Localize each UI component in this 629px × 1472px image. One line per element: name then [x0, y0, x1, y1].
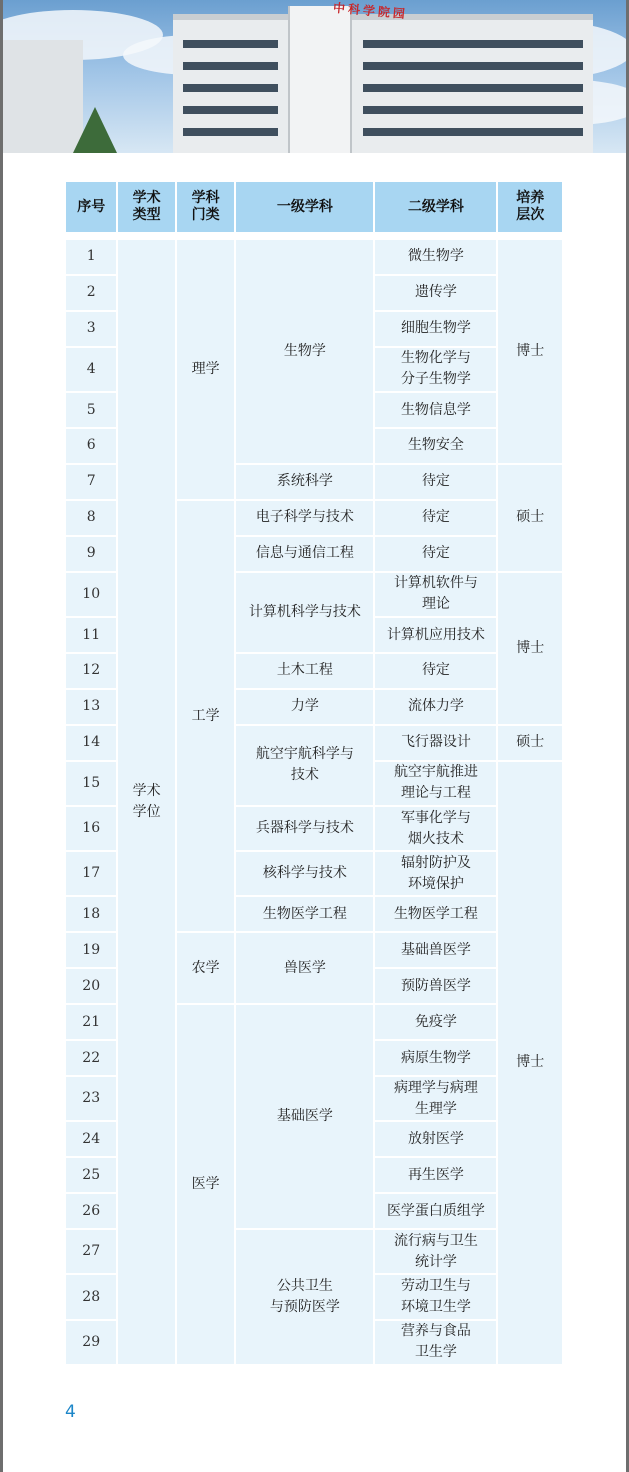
level1-cell: 核科学与技术: [236, 852, 373, 895]
level2-cell: 计算机应用技术: [375, 618, 496, 652]
level2-cell: 待定: [375, 537, 496, 571]
row-number: 15: [66, 762, 116, 805]
level2-cell: 计算机软件与 理论: [375, 573, 496, 616]
level2-cell: 预防兽医学: [375, 969, 496, 1003]
level-cell: 硕士: [498, 465, 562, 571]
level2-cell: 营养与食品 卫生学: [375, 1321, 496, 1364]
row-number: 10: [66, 573, 116, 616]
category-cell: 理学: [177, 240, 234, 499]
page-number: 4: [65, 1402, 76, 1422]
row-number: 26: [66, 1194, 116, 1228]
header-cell: 一级学科: [236, 182, 373, 232]
row-number: 11: [66, 618, 116, 652]
level1-cell: 信息与通信工程: [236, 537, 373, 571]
row-number: 20: [66, 969, 116, 1003]
level2-cell: 待定: [375, 501, 496, 535]
level1-cell: 系统科学: [236, 465, 373, 499]
row-number: 7: [66, 465, 116, 499]
row-number: 4: [66, 348, 116, 391]
table-row: [66, 240, 562, 274]
level2-cell: 医学蛋白质组学: [375, 1194, 496, 1228]
level2-cell: 生物安全: [375, 429, 496, 463]
level-cell: 博士: [498, 573, 562, 724]
row-number: 12: [66, 654, 116, 688]
campus-banner-image: [3, 0, 626, 153]
header-cell: 学术 类型: [118, 182, 174, 232]
category-cell: 农学: [177, 933, 234, 1003]
row-number: 13: [66, 690, 116, 724]
level1-cell: 土木工程: [236, 654, 373, 688]
row-number: 6: [66, 429, 116, 463]
level2-cell: 流体力学: [375, 690, 496, 724]
category-cell: 医学: [177, 1005, 234, 1364]
level2-cell: 劳动卫生与 环境卫生学: [375, 1275, 496, 1318]
row-number: 23: [66, 1077, 116, 1120]
header-cell: 学科 门类: [177, 182, 234, 232]
header-cell: 培养 层次: [498, 182, 562, 232]
row-number: 18: [66, 897, 116, 931]
level-cell: 博士: [498, 762, 562, 1364]
level-cell: 硕士: [498, 726, 562, 760]
degree-type-cell: 学术 学位: [118, 240, 174, 1364]
level2-cell: 辐射防护及 环境保护: [375, 852, 496, 895]
row-number: 22: [66, 1041, 116, 1075]
row-number: 21: [66, 1005, 116, 1039]
row-number: 5: [66, 393, 116, 427]
row-number: 19: [66, 933, 116, 967]
building-sign-text: 中科学院园: [332, 0, 409, 22]
level1-cell: 公共卫生 与预防医学: [236, 1230, 373, 1364]
level1-cell: 生物学: [236, 240, 373, 463]
level2-cell: 军事化学与 烟火技术: [375, 807, 496, 850]
level1-cell: 计算机科学与技术: [236, 573, 373, 652]
header-cell: 二级学科: [375, 182, 496, 232]
level2-cell: 细胞生物学: [375, 312, 496, 346]
program-table: [64, 180, 564, 1366]
row-number: 8: [66, 501, 116, 535]
level2-cell: 病原生物学: [375, 1041, 496, 1075]
level2-cell: 航空宇航推进 理论与工程: [375, 762, 496, 805]
level2-cell: 生物医学工程: [375, 897, 496, 931]
level2-cell: 免疫学: [375, 1005, 496, 1039]
row-number: 2: [66, 276, 116, 310]
row-number: 25: [66, 1158, 116, 1192]
level1-cell: 航空宇航科学与 技术: [236, 726, 373, 805]
level-cell: 博士: [498, 240, 562, 463]
header-row: [66, 182, 562, 232]
level2-cell: 生物化学与 分子生物学: [375, 348, 496, 391]
level2-cell: 基础兽医学: [375, 933, 496, 967]
level1-cell: 电子科学与技术: [236, 501, 373, 535]
document-page: [3, 0, 626, 1472]
level1-cell: 兽医学: [236, 933, 373, 1003]
level2-cell: 生物信息学: [375, 393, 496, 427]
header-cell: 序号: [66, 182, 116, 232]
level2-cell: 飞行器设计: [375, 726, 496, 760]
level2-cell: 流行病与卫生 统计学: [375, 1230, 496, 1273]
row-number: 24: [66, 1122, 116, 1156]
level1-cell: 力学: [236, 690, 373, 724]
level2-cell: 病理学与病理 生理学: [375, 1077, 496, 1120]
level1-cell: 兵器科学与技术: [236, 807, 373, 850]
row-number: 9: [66, 537, 116, 571]
category-cell: 工学: [177, 501, 234, 931]
row-number: 29: [66, 1321, 116, 1364]
row-number: 16: [66, 807, 116, 850]
level2-cell: 再生医学: [375, 1158, 496, 1192]
level1-cell: 基础医学: [236, 1005, 373, 1228]
row-number: 14: [66, 726, 116, 760]
level2-cell: 放射医学: [375, 1122, 496, 1156]
level2-cell: 待定: [375, 465, 496, 499]
level2-cell: 待定: [375, 654, 496, 688]
row-number: 17: [66, 852, 116, 895]
row-number: 3: [66, 312, 116, 346]
row-number: 27: [66, 1230, 116, 1273]
row-number: 1: [66, 240, 116, 274]
row-number: 28: [66, 1275, 116, 1318]
level2-cell: 微生物学: [375, 240, 496, 274]
level2-cell: 遗传学: [375, 276, 496, 310]
level1-cell: 生物医学工程: [236, 897, 373, 931]
